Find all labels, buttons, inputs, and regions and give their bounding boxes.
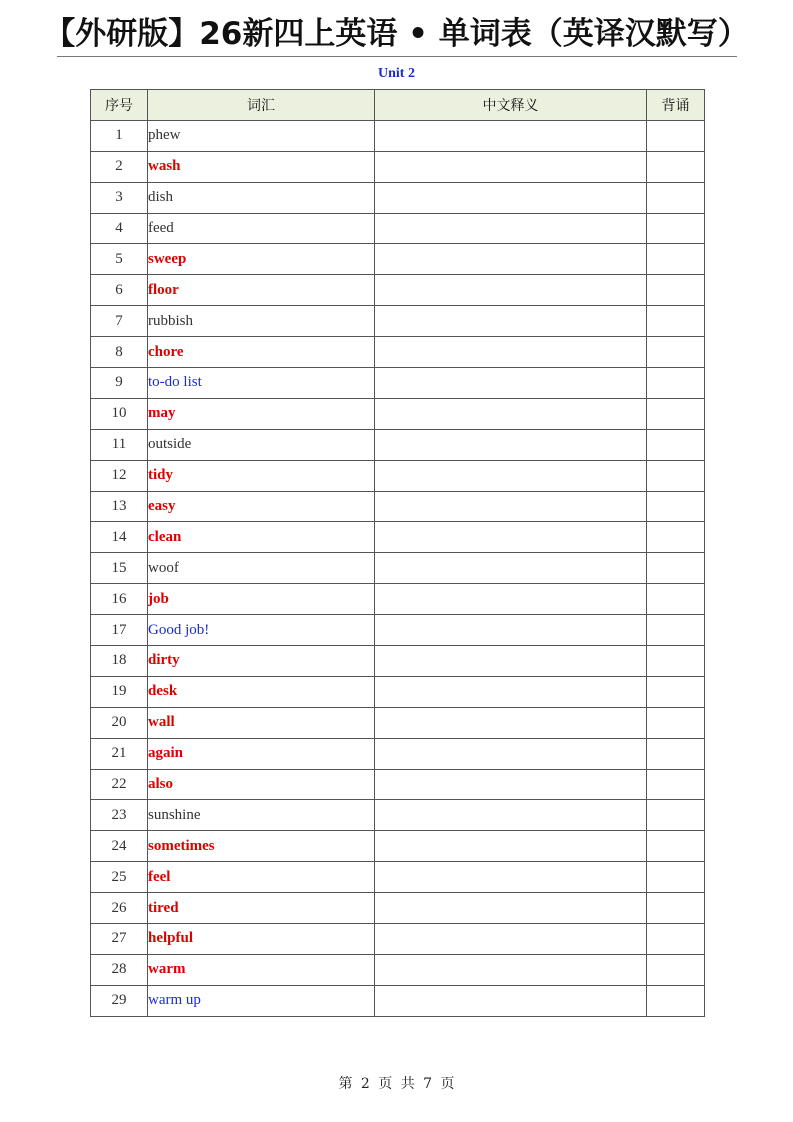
row-number: 1 <box>91 120 148 151</box>
meaning-blank-cell[interactable] <box>375 769 647 800</box>
meaning-blank-cell[interactable] <box>375 182 647 213</box>
table-header <box>91 90 705 121</box>
row-number: 19 <box>91 676 148 707</box>
header-row <box>91 90 705 121</box>
vocab-word: outside <box>148 429 375 460</box>
row-number: 29 <box>91 985 148 1016</box>
recite-check-cell[interactable] <box>647 120 705 151</box>
vocab-word: tired <box>148 893 375 924</box>
recite-check-cell[interactable] <box>647 584 705 615</box>
meaning-blank-cell[interactable] <box>375 893 647 924</box>
table-row <box>91 429 705 460</box>
vocab-word: dirty <box>148 646 375 677</box>
table-row <box>91 460 705 491</box>
row-number: 21 <box>91 738 148 769</box>
table-row <box>91 738 705 769</box>
vocab-word: again <box>148 738 375 769</box>
row-number: 14 <box>91 522 148 553</box>
recite-check-cell[interactable] <box>647 429 705 460</box>
recite-check-cell[interactable] <box>647 707 705 738</box>
row-number: 7 <box>91 306 148 337</box>
meaning-blank-cell[interactable] <box>375 429 647 460</box>
row-number: 3 <box>91 182 148 213</box>
vocabulary-table <box>90 89 705 1017</box>
row-number: 10 <box>91 398 148 429</box>
row-number: 9 <box>91 368 148 399</box>
vocab-word: clean <box>148 522 375 553</box>
meaning-blank-cell[interactable] <box>375 306 647 337</box>
row-number: 23 <box>91 800 148 831</box>
recite-check-cell[interactable] <box>647 769 705 800</box>
recite-check-cell[interactable] <box>647 676 705 707</box>
row-number: 27 <box>91 924 148 955</box>
title-divider <box>57 56 737 57</box>
table-row <box>91 368 705 399</box>
table-row <box>91 862 705 893</box>
recite-check-cell[interactable] <box>647 398 705 429</box>
row-number: 6 <box>91 275 148 306</box>
meaning-blank-cell[interactable] <box>375 676 647 707</box>
row-number: 24 <box>91 831 148 862</box>
meaning-blank-cell[interactable] <box>375 553 647 584</box>
recite-check-cell[interactable] <box>647 275 705 306</box>
recite-check-cell[interactable] <box>647 213 705 244</box>
row-number: 8 <box>91 337 148 368</box>
meaning-blank-cell[interactable] <box>375 491 647 522</box>
recite-check-cell[interactable] <box>647 306 705 337</box>
vocab-word: feel <box>148 862 375 893</box>
table-row <box>91 491 705 522</box>
vocab-word: tidy <box>148 460 375 491</box>
table-row <box>91 337 705 368</box>
recite-check-cell[interactable] <box>647 368 705 399</box>
table-row <box>91 676 705 707</box>
recite-check-cell[interactable] <box>647 182 705 213</box>
column-header-meaning: 中文释义 <box>375 90 647 121</box>
table-row <box>91 615 705 646</box>
meaning-blank-cell[interactable] <box>375 707 647 738</box>
vocab-word: warm <box>148 954 375 985</box>
vocab-word: sweep <box>148 244 375 275</box>
row-number: 28 <box>91 954 148 985</box>
table-row <box>91 985 705 1016</box>
row-number: 17 <box>91 615 148 646</box>
recite-check-cell[interactable] <box>647 151 705 182</box>
recite-check-cell[interactable] <box>647 553 705 584</box>
meaning-blank-cell[interactable] <box>375 800 647 831</box>
vocab-word: sometimes <box>148 831 375 862</box>
row-number: 4 <box>91 213 148 244</box>
meaning-blank-cell[interactable] <box>375 398 647 429</box>
meaning-blank-cell[interactable] <box>375 954 647 985</box>
table-row <box>91 151 705 182</box>
vocab-word: wash <box>148 151 375 182</box>
recite-check-cell[interactable] <box>647 800 705 831</box>
recite-check-cell[interactable] <box>647 831 705 862</box>
table-row <box>91 646 705 677</box>
meaning-blank-cell[interactable] <box>375 460 647 491</box>
row-number: 13 <box>91 491 148 522</box>
table-row <box>91 924 705 955</box>
meaning-blank-cell[interactable] <box>375 924 647 955</box>
meaning-blank-cell[interactable] <box>375 831 647 862</box>
meaning-blank-cell[interactable] <box>375 213 647 244</box>
table-row <box>91 182 705 213</box>
row-number: 5 <box>91 244 148 275</box>
vocab-word: also <box>148 769 375 800</box>
table-row <box>91 831 705 862</box>
meaning-blank-cell[interactable] <box>375 985 647 1016</box>
recite-check-cell[interactable] <box>647 862 705 893</box>
recite-check-cell[interactable] <box>647 337 705 368</box>
recite-check-cell[interactable] <box>647 924 705 955</box>
recite-check-cell[interactable] <box>647 646 705 677</box>
table-body <box>91 120 705 1016</box>
unit-heading: Unit 2 <box>378 66 415 81</box>
meaning-blank-cell[interactable] <box>375 738 647 769</box>
recite-check-cell[interactable] <box>647 460 705 491</box>
table-row <box>91 213 705 244</box>
vocab-word: wall <box>148 707 375 738</box>
vocab-word: phew <box>148 120 375 151</box>
row-number: 12 <box>91 460 148 491</box>
vocab-word: dish <box>148 182 375 213</box>
table-row <box>91 893 705 924</box>
vocab-word: to-do list <box>148 368 375 399</box>
recite-check-cell[interactable] <box>647 244 705 275</box>
column-header-recite: 背诵 <box>647 90 705 121</box>
meaning-blank-cell[interactable] <box>375 584 647 615</box>
vocab-word: easy <box>148 491 375 522</box>
meaning-blank-cell[interactable] <box>375 337 647 368</box>
recite-check-cell[interactable] <box>647 985 705 1016</box>
vocab-word: sunshine <box>148 800 375 831</box>
table-row <box>91 244 705 275</box>
table-row <box>91 954 705 985</box>
recite-check-cell[interactable] <box>647 893 705 924</box>
table-row <box>91 769 705 800</box>
meaning-blank-cell[interactable] <box>375 244 647 275</box>
table-row <box>91 398 705 429</box>
meaning-blank-cell[interactable] <box>375 615 647 646</box>
recite-check-cell[interactable] <box>647 491 705 522</box>
recite-check-cell[interactable] <box>647 615 705 646</box>
meaning-blank-cell[interactable] <box>375 275 647 306</box>
meaning-blank-cell[interactable] <box>375 151 647 182</box>
row-number: 25 <box>91 862 148 893</box>
row-number: 11 <box>91 429 148 460</box>
table-row <box>91 306 705 337</box>
meaning-blank-cell[interactable] <box>375 120 647 151</box>
meaning-blank-cell[interactable] <box>375 646 647 677</box>
table-row <box>91 584 705 615</box>
vocab-word: rubbish <box>148 306 375 337</box>
page-footer: 第 2 页 共 7 页 <box>338 1076 455 1092</box>
table-row <box>91 707 705 738</box>
meaning-blank-cell[interactable] <box>375 522 647 553</box>
vocab-word: helpful <box>148 924 375 955</box>
row-number: 26 <box>91 893 148 924</box>
table-row <box>91 120 705 151</box>
vocab-word: chore <box>148 337 375 368</box>
row-number: 15 <box>91 553 148 584</box>
vocab-word: job <box>148 584 375 615</box>
meaning-blank-cell[interactable] <box>375 368 647 399</box>
vocab-word: woof <box>148 553 375 584</box>
recite-check-cell[interactable] <box>647 522 705 553</box>
recite-check-cell[interactable] <box>647 954 705 985</box>
column-header-number: 序号 <box>91 90 148 121</box>
column-header-word: 词汇 <box>148 90 375 121</box>
row-number: 16 <box>91 584 148 615</box>
page-title: 【外研版】26新四上英语 • 单词表（英译汉默写） <box>44 16 749 52</box>
vocab-word: Good job! <box>148 615 375 646</box>
table-row <box>91 522 705 553</box>
row-number: 18 <box>91 646 148 677</box>
row-number: 22 <box>91 769 148 800</box>
row-number: 2 <box>91 151 148 182</box>
table-row <box>91 275 705 306</box>
vocab-word: desk <box>148 676 375 707</box>
meaning-blank-cell[interactable] <box>375 862 647 893</box>
table-row <box>91 553 705 584</box>
vocab-word: may <box>148 398 375 429</box>
vocab-word: feed <box>148 213 375 244</box>
recite-check-cell[interactable] <box>647 738 705 769</box>
row-number: 20 <box>91 707 148 738</box>
vocab-word: warm up <box>148 985 375 1016</box>
table-row <box>91 800 705 831</box>
vocab-word: floor <box>148 275 375 306</box>
